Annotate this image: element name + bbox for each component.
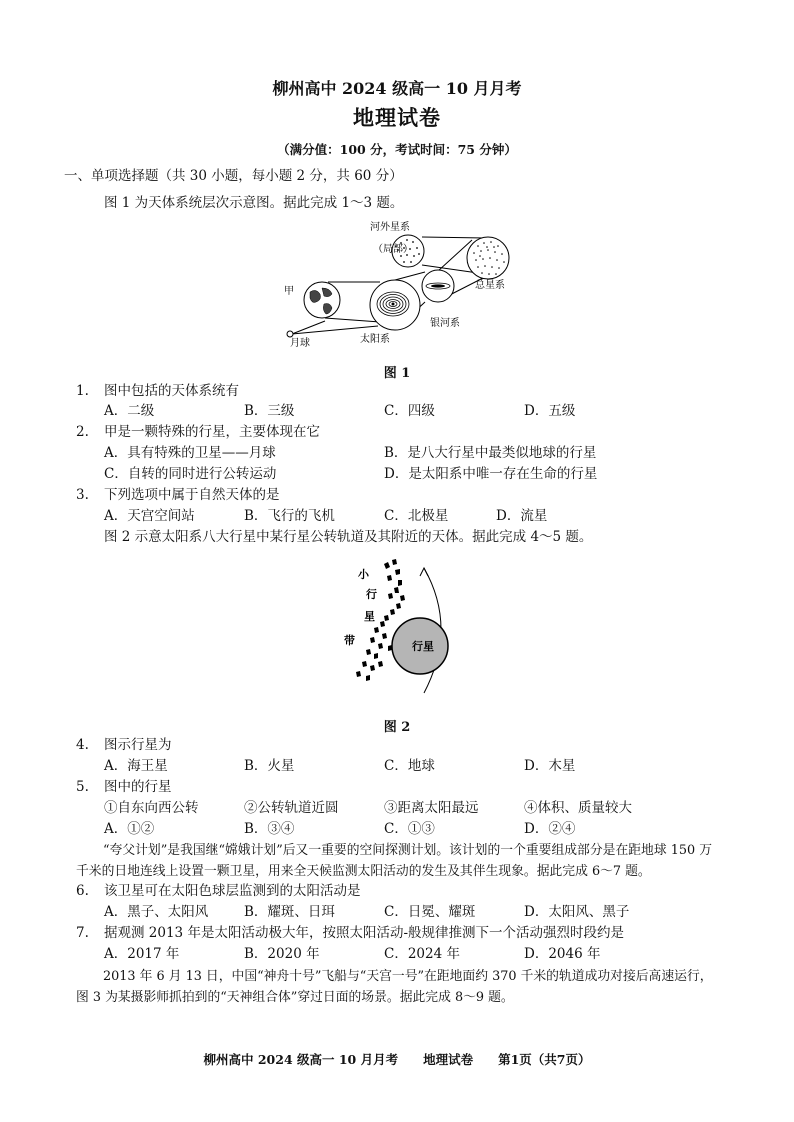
q6-option-d[interactable]: D．太阳风、黑子 (524, 904, 630, 920)
q7-option-d[interactable]: D．2046 年 (524, 946, 601, 962)
exam-info: （满分值：100 分，考试时间：75 分钟） (277, 142, 517, 157)
belt-char-1: 小 (358, 568, 369, 581)
exam-title: 柳州高中 2024 级高一 10 月月考 (272, 79, 522, 98)
q5-statement-1: ①自东向西公转 (104, 800, 199, 816)
solar-circle (370, 280, 420, 330)
subject-title: 地理试卷 (353, 105, 441, 130)
q2-option-d[interactable]: D．是太阳系中唯一存在生命的行星 (384, 466, 598, 482)
q5-statement-2: ②公转轨道近圆 (244, 800, 339, 816)
label-galaxy: 银河系 (430, 318, 460, 329)
figure2-diagram (340, 558, 470, 698)
belt-char-2: 行 (366, 588, 377, 601)
q6-number: 6. (76, 883, 89, 899)
q1-stem: 图中包括的天体系统有 (104, 383, 239, 399)
section-heading: 一、单项选择题（共 30 小题，每小题 2 分，共 60 分） (64, 168, 403, 184)
q2-option-c[interactable]: C．自转的同时进行公转运动 (104, 466, 277, 482)
label-extragalactic-partial: （局部） (373, 244, 413, 255)
q5-statement-4: ④体积、质量较大 (524, 800, 632, 816)
q4-option-d[interactable]: D．木星 (524, 758, 576, 774)
q6-option-b[interactable]: B．耀斑、日珥 (244, 904, 335, 920)
orbit-direction-arrow (420, 568, 428, 576)
q6-stem: 该卫星可在太阳色球层监测到的太阳活动是 (104, 883, 361, 899)
q4-stem: 图示行星为 (104, 737, 172, 753)
earth-circle (304, 282, 340, 318)
q4-option-c[interactable]: C．地球 (384, 758, 435, 774)
q1-option-a[interactable]: A．二级 (104, 403, 155, 419)
q3-option-d[interactable]: D．流星 (496, 508, 548, 524)
figure2-caption: 图 2 (383, 720, 411, 735)
q6-option-c[interactable]: C．日冕、耀斑 (384, 904, 476, 920)
moon-circle (287, 331, 293, 337)
passage-shenzhou: 2013 年 6 月 13 日，中国“神舟十号”飞船与“天宫一号”在距地面约 370 千米的轨道成功对接后高速运行，图 3 为某摄影师抓拍到的“天神组合体”穿过日面的场景。据此完成 8～9 题。 (76, 969, 713, 1005)
q3-option-b[interactable]: B．飞行的飞机 (244, 508, 335, 524)
q5-number: 5. (76, 779, 89, 795)
q3-number: 3. (76, 487, 89, 503)
q2-stem: 甲是一颗特殊的行星，主要体现在它 (104, 424, 320, 440)
q7-number: 7. (76, 925, 89, 941)
q4-number: 4. (76, 737, 89, 753)
universe-circle (467, 237, 509, 279)
q1-number: 1. (76, 383, 89, 399)
q5-stem: 图中的行星 (104, 779, 172, 795)
label-moon: 月球 (290, 338, 310, 348)
q7-option-b[interactable]: B．2020 年 (244, 946, 320, 962)
q4-option-a[interactable]: A．海王星 (104, 758, 168, 774)
q5-statement-3: ③距离太阳最远 (384, 800, 479, 816)
label-solar: 太阳系 (360, 334, 390, 345)
planet-label: 行星 (412, 640, 434, 653)
belt-char-4: 带 (344, 634, 355, 647)
label-extragalactic: 河外星系 (370, 222, 410, 233)
q4-option-b[interactable]: B．火星 (244, 758, 295, 774)
q5-option-d[interactable]: D．②④ (524, 821, 576, 837)
q5-option-c[interactable]: C．①③ (384, 821, 435, 837)
q1-option-d[interactable]: D．五级 (524, 403, 576, 419)
q2-option-b[interactable]: B．是八大行星中最类似地球的行星 (384, 445, 597, 461)
label-universe: 总星系 (475, 280, 505, 291)
q7-option-a[interactable]: A．2017 年 (104, 946, 180, 962)
passage-kuafu: “夸父计划”是我国继“嫦娥计划”后又一重要的空间探测计划。该计划的一个重要组成部分是在距地球 150 万千米的日地连线上设置一颗卫星，用来全天候监测太阳活动的发生及其伴生现象。据此完成 6～7 题。 (76, 843, 712, 879)
belt-char-3: 星 (364, 610, 375, 623)
intro-figure2: 图 2 示意太阳系八大行星中某行星公转轨道及其附近的天体。据此完成 4～5 题。 (104, 529, 593, 545)
q1-option-b[interactable]: B．三级 (244, 403, 295, 419)
q6-option-a[interactable]: A．黑子、太阳风 (104, 904, 209, 920)
page-footer: 柳州高中 2024 级高一 10 月月考 地理试卷 第1页（共7页） (203, 1052, 591, 1067)
intro-figure1: 图 1 为天体系统层次示意图。据此完成 1～3 题。 (104, 195, 404, 211)
label-jia: 甲 (284, 286, 294, 297)
figure1-caption: 图 1 (383, 366, 411, 381)
figure1-diagram (270, 218, 530, 348)
q1-option-c[interactable]: C．四级 (384, 403, 435, 419)
q3-stem: 下列选项中属于自然天体的是 (104, 487, 280, 503)
q2-number: 2. (76, 424, 89, 440)
q5-option-b[interactable]: B．③④ (244, 821, 295, 837)
q7-stem: 据观测 2013 年是太阳活动极大年，按照太阳活动-般规律推测下一个活动强烈时段约是 (104, 925, 624, 941)
q2-option-a[interactable]: A．具有特殊的卫星——月球 (104, 445, 276, 461)
q7-option-c[interactable]: C．2024 年 (384, 946, 460, 962)
q5-option-a[interactable]: A．①② (104, 821, 155, 837)
q3-option-c[interactable]: C．北极星 (384, 508, 449, 524)
q3-option-a[interactable]: A．天宫空间站 (104, 508, 195, 524)
